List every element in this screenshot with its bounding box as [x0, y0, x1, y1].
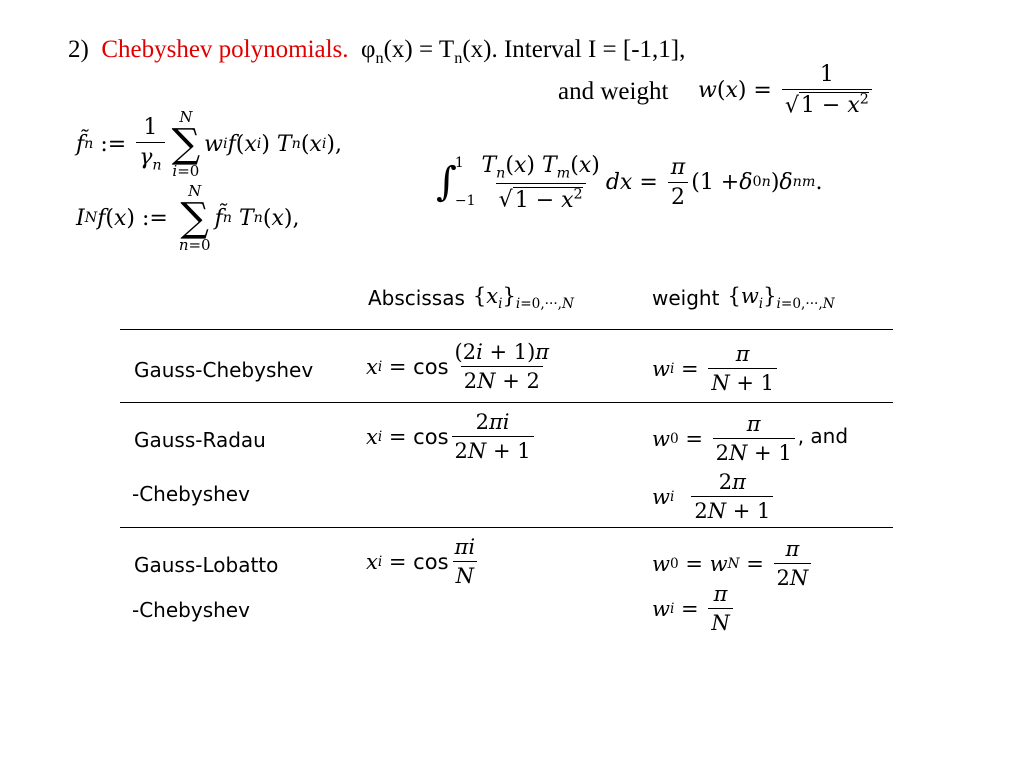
- row-name-gauss-chebyshev: Gauss-Chebyshev: [134, 358, 314, 382]
- interpolant-formula: I N f ( x ) := N ∑ n=0 f̃ n T n ( x ),: [76, 182, 300, 254]
- and-weight-label: and weight: [558, 78, 669, 105]
- weight-formula: w ( x ) = $\frac{1}{√1 - x^2}$: [698, 62, 875, 118]
- heading-tail: (x). Interval I = [-1,1],: [462, 36, 686, 63]
- heading-title: Chebyshev polynomials.: [101, 36, 349, 63]
- row-name-gauss-lobatto: Gauss-Lobatto: [134, 553, 279, 577]
- row-name-lobatto-chebyshev: -Chebyshev: [132, 598, 250, 622]
- weighti-gauss-lobatto: w i = $\frac{\pi}{N}$: [652, 582, 736, 635]
- row-name-gauss-radau: Gauss-Radau: [134, 428, 266, 452]
- row-name-radau-chebyshev: -Chebyshev: [132, 482, 250, 506]
- weight0-gauss-radau: w 0 = $\frac{\pi}{2N + 1}$ , and: [652, 412, 849, 465]
- heading-line: [68, 36, 685, 68]
- and-text: , and: [797, 423, 849, 448]
- heading-eq: (x) = T: [383, 36, 455, 63]
- weight-gauss-chebyshev: w i = $\frac{\pi}{N + 1}$: [652, 342, 780, 395]
- abscissa-gauss-lobatto: x i = cos $\frac{\pi i}{N}$: [366, 535, 476, 588]
- t-subscript: n: [454, 49, 463, 67]
- weighti-gauss-radau: w i $\frac{2\pi}{2N + 1}$: [652, 470, 776, 523]
- orthogonality-formula: ∫ 1 −1 $\frac{T_n(x) T_m(x)}{√1 - x^2}$ dx = $\frac{\pi}{2}$ (1 + δ 0n ) δ nm .: [436, 153, 823, 213]
- abscissa-gauss-radau: x i = cos $\frac{2\pi i}{2N + 1}$: [366, 410, 537, 463]
- abscissa-gauss-chebyshev: x i = cos $\frac{(2i + 1)\pi}{2N + 2}$: [366, 340, 550, 393]
- column-header-weight: weight $\{w_i\}_{i=0,\cdot\cdot\cdot,N}$: [652, 284, 835, 313]
- heading-number: 2): [68, 36, 89, 63]
- phi-subscript: n: [375, 49, 384, 67]
- column-header-abscissas: Abscissas $\{x_i\}_{i=0,\cdot\cdot\cdot,N}$: [368, 284, 574, 313]
- table-rule-2: [120, 527, 893, 528]
- weight0-gauss-lobatto: w 0 = w N = $\frac{\pi}{2N}$: [652, 537, 814, 590]
- table-rule-1: [120, 402, 893, 403]
- table-rule-top: [120, 329, 893, 330]
- phi-symbol: φ: [361, 36, 376, 63]
- discrete-coefficient-formula: f̃ n := $\frac{1}{\gamma_n}$ N ∑ i=0 w i f ( x i ) T n ( x i ),: [76, 108, 342, 180]
